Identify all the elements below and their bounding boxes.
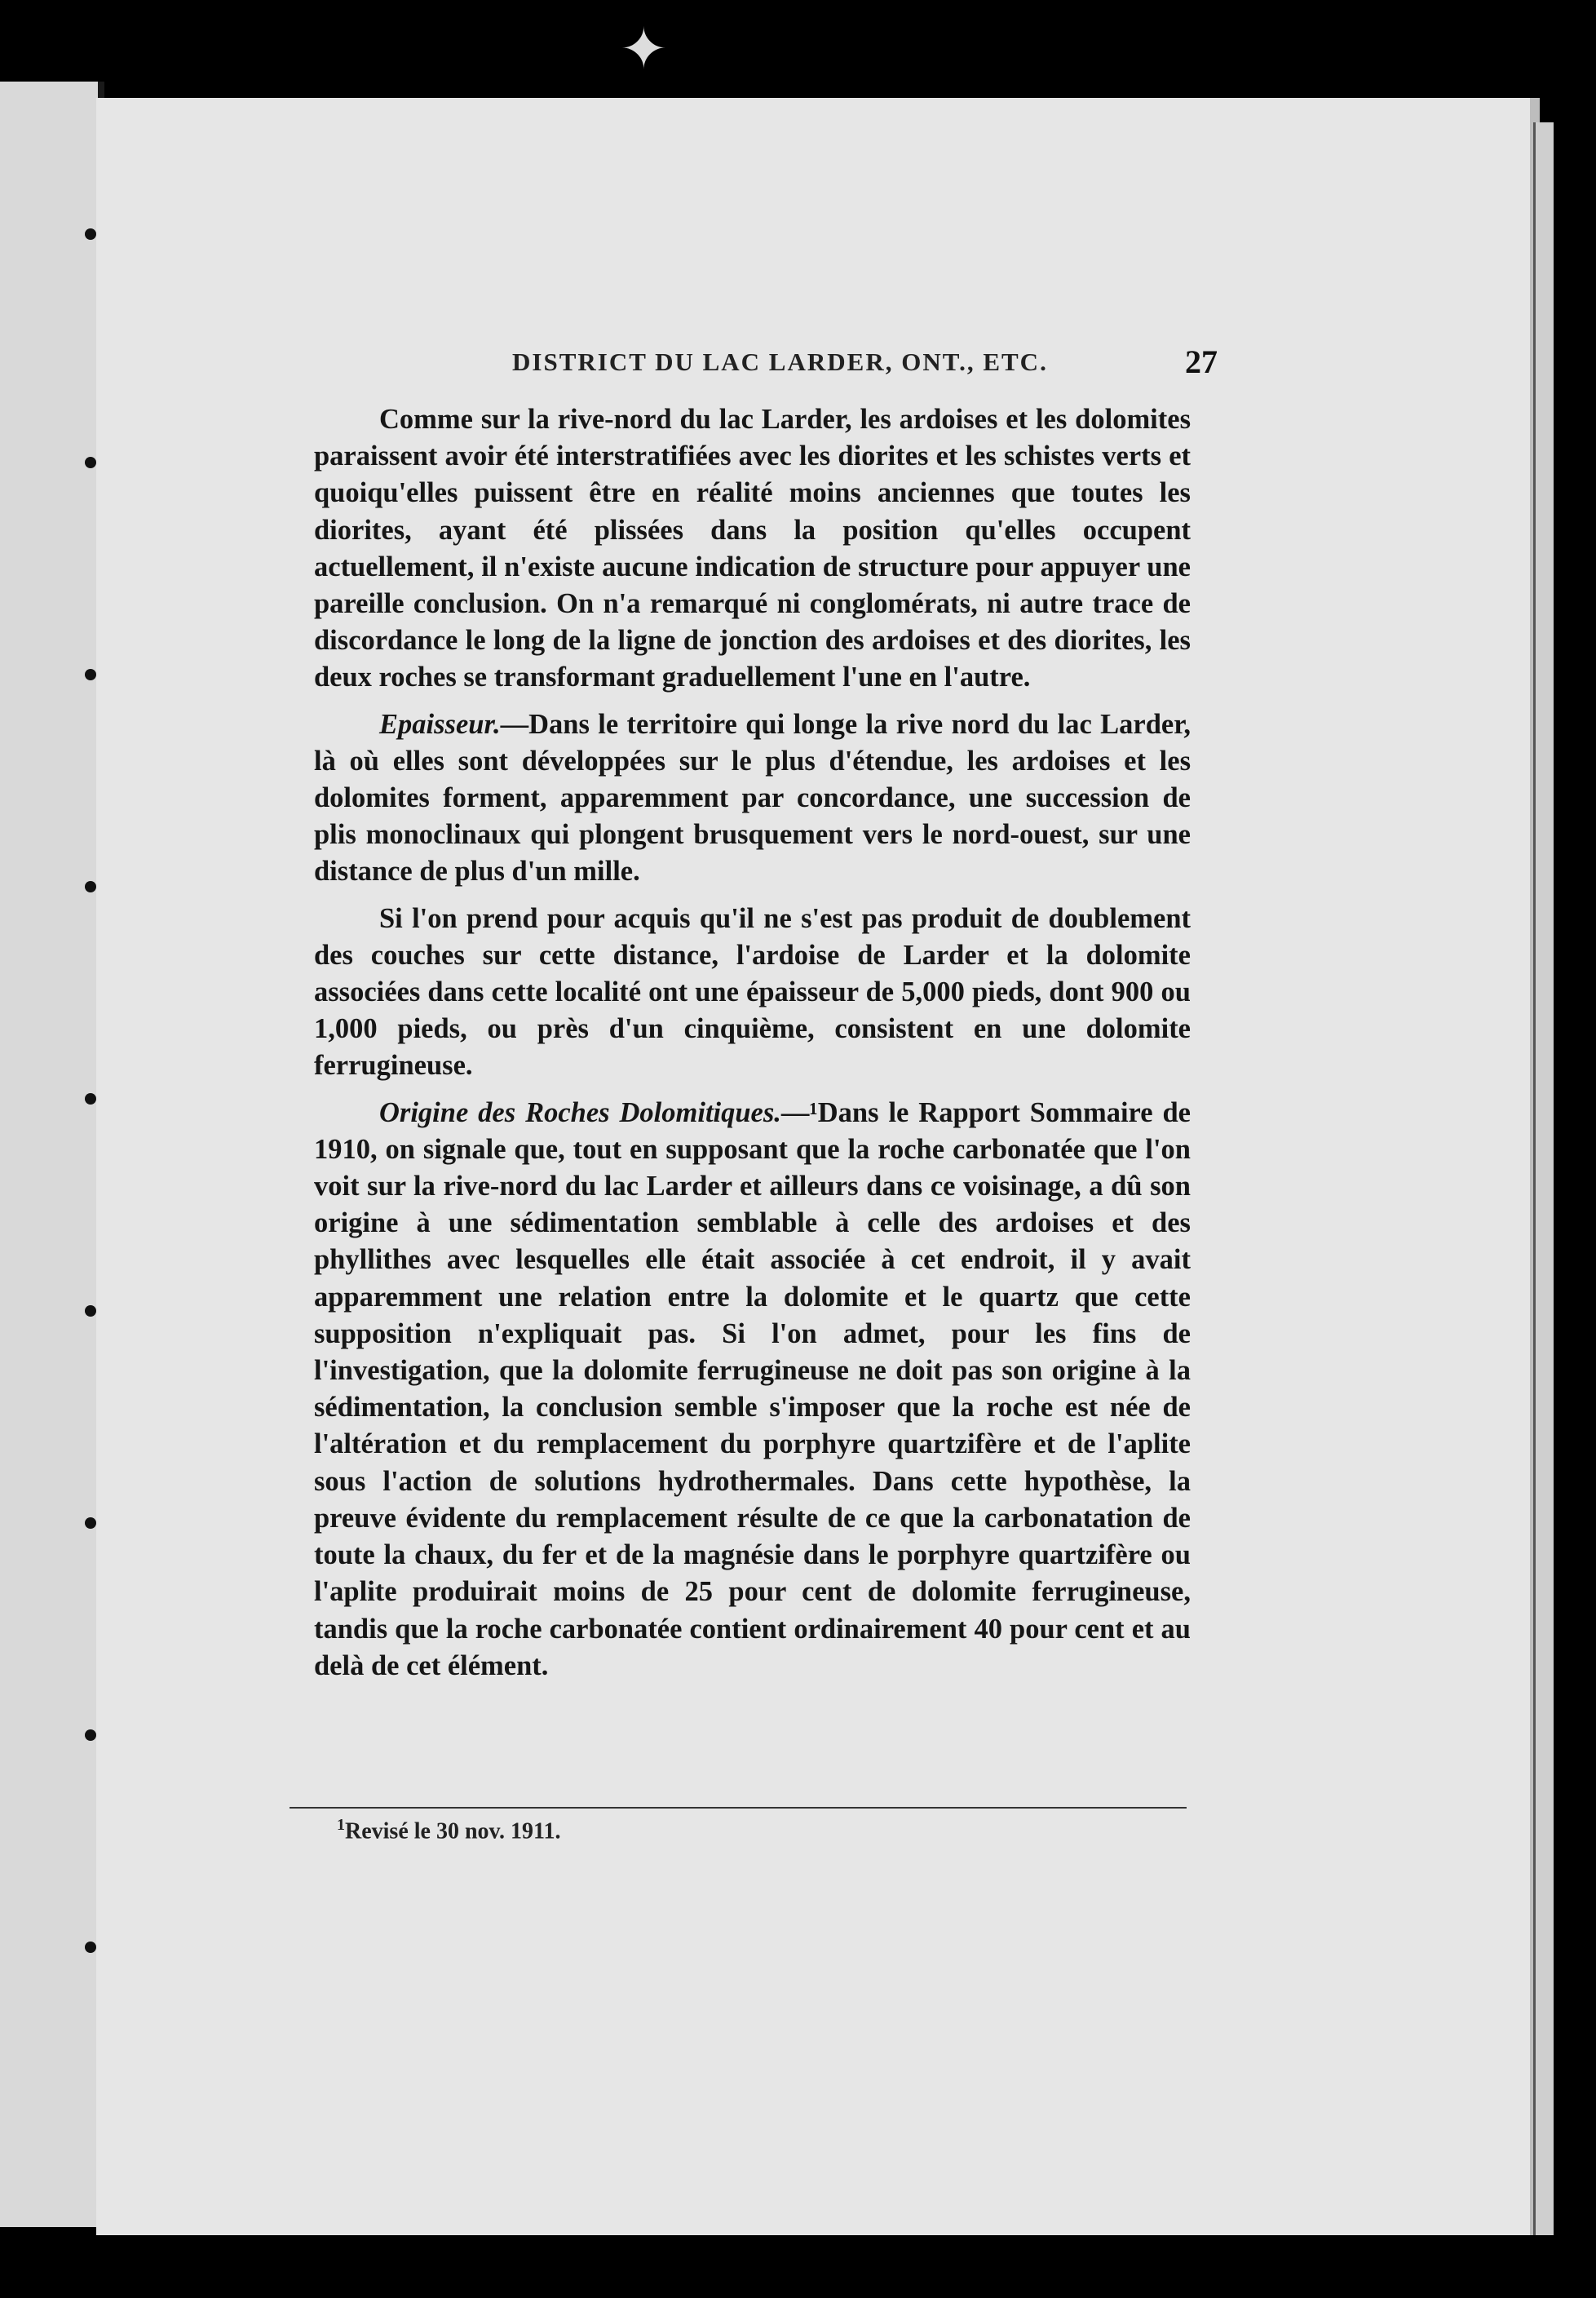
body-text bbox=[314, 401, 1191, 1694]
paragraph bbox=[314, 706, 1191, 891]
paragraph-text: Si l'on prend pour acquis qu'il ne s'est pas produit de doublement des couches sur cette distance, l'ardoise de Larder et la dolomite associées dans cette localité ont une épaisseur de 5,000 pieds, dont 900 ou 1,000 pieds, ou près d'un cinquième, consistent en une dolomite ferrugineuse. bbox=[314, 902, 1191, 1082]
paragraph-text: Comme sur la rive-nord du lac Larder, les ardoises et les dolomites paraissent avoir été interstratifiées avec les diorites et les schistes verts et quoiqu'elles puissent être en réalité moins anciennes que toutes les diorites, ayant été plissées dans la position qu'elles occupent actuellement, il n'existe aucune indication de structure pour appuyer une pareille conclusion. On n'a remarqué ni conglomérats, ni autre trace de discordance le long de la ligne de jonction des ardoises et des diorites, les deux roches se transformant graduellement l'une en l'autre. bbox=[314, 404, 1191, 693]
left-page-edge bbox=[0, 82, 104, 2227]
paragraph-lead: Origine des Roches Dolomitiques. bbox=[379, 1096, 781, 1128]
right-page-edge bbox=[1533, 122, 1554, 2235]
footnote-text: Revisé le 30 nov. 1911. bbox=[345, 1818, 561, 1844]
paragraph bbox=[314, 401, 1191, 697]
page-number: 27 bbox=[1185, 343, 1218, 380]
paragraph bbox=[314, 1095, 1191, 1685]
footnote-rule bbox=[290, 1807, 1187, 1809]
footnote bbox=[337, 1816, 560, 1844]
paragraph bbox=[314, 901, 1191, 1085]
paragraph-text: —¹Dans le Rapport Sommaire de 1910, on signale que, tout en supposant que la roche carbonatée que l'on voit sur la rive-nord du lac Larder et ailleurs dans ce voisinage, a dû son origine à une sédimentation semblable à celle des ardoises et des phyllithes avec lesquelles elle était associée à cet endroit, il y avait apparemment une relation entre la dolomite et le quartz que cette supposition n'expliquait pas. Si l'on admet, pour les fins de l'investigation, que la dolomite ferrugineuse ne doit pas son origine à la sédimentation, la conclusion semble s'imposer que la roche est née de l'altération et du remplacement du porphyre quartzifère et de l'aplite sous l'action de solutions hydrothermales. Dans cette hypothèse, la preuve évidente du remplacement résulte de ce que la carbonatation de toute la chaux, du fer et de la magnésie dans le porphyre quartzifère ou l'aplite produirait moins de 25 pour cent de dolomite ferrugineuse, tandis que la roche carbonatée contient ordinairement 40 pour cent et au delà de cet élément. bbox=[314, 1096, 1191, 1681]
scan-speck: ✦ bbox=[620, 15, 668, 82]
footnote-marker: 1 bbox=[337, 1816, 345, 1834]
paragraph-text: —Dans le territoire qui longe la rive nord du lac Larder, là où elles sont développées sur le plus d'étendue, les ardoises et les dolomites forment, apparemment par concordance, une succession de plis monoclinaux qui plongent brusquement vers le nord-ouest, sur une distance de plus d'un mille. bbox=[314, 708, 1191, 888]
paragraph-lead: Epaisseur. bbox=[379, 708, 501, 740]
page-header bbox=[504, 343, 1218, 383]
running-head: DISTRICT DU LAC LARDER, ONT., ETC. bbox=[512, 348, 1048, 376]
